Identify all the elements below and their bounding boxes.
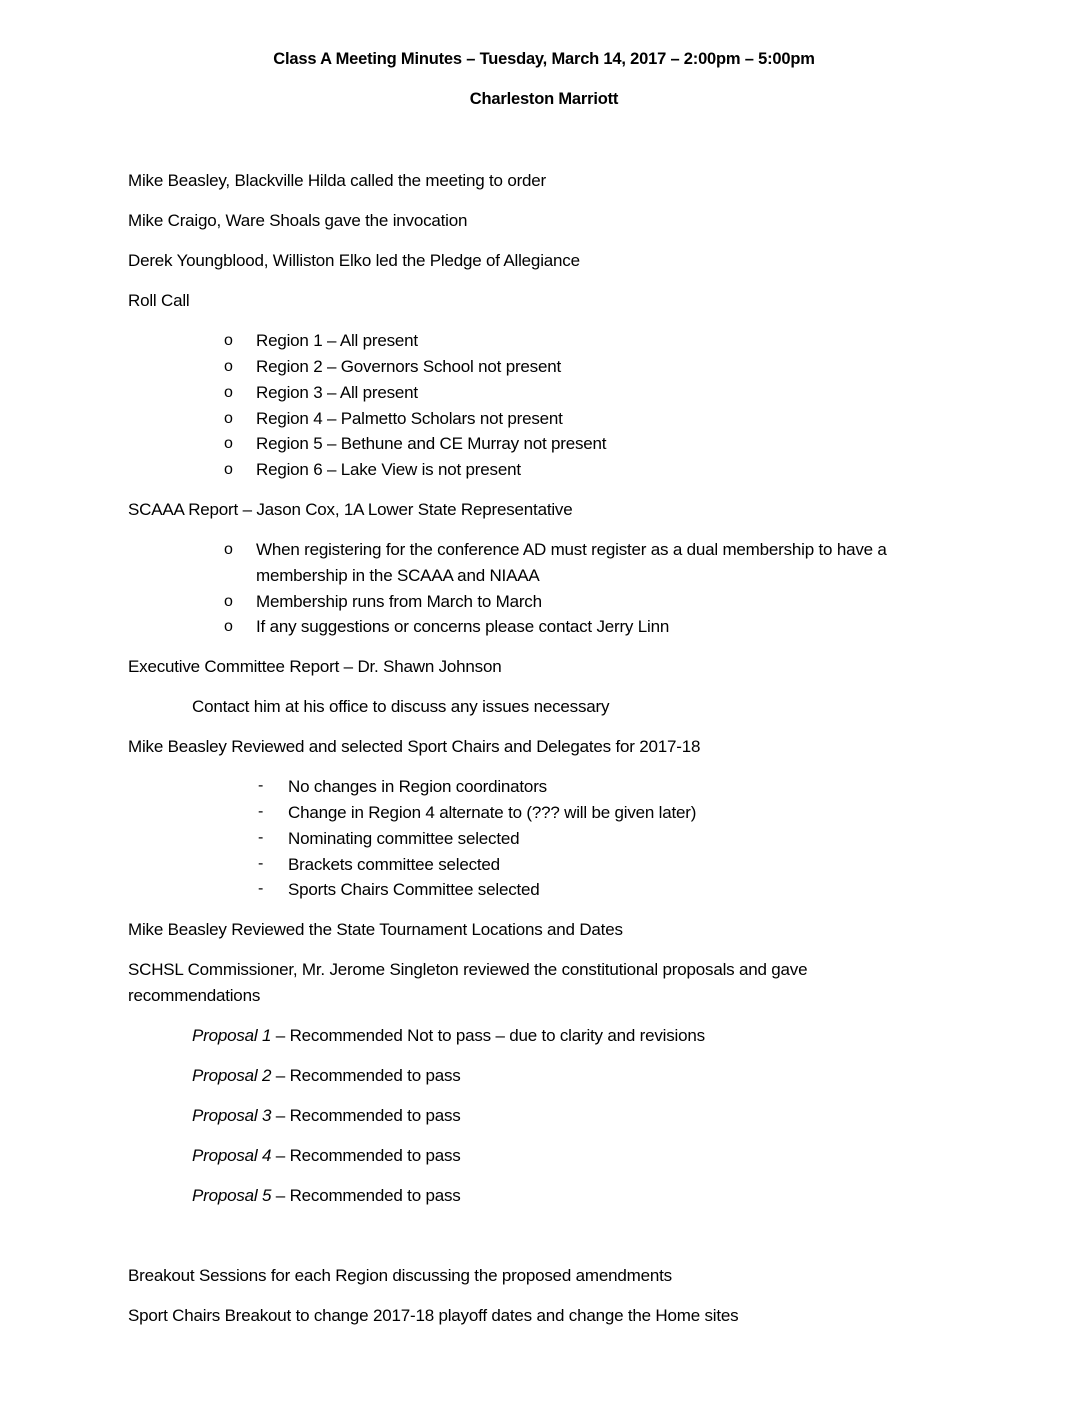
commissioner-line: SCHSL Commissioner, Mr. Jerome Singleton reviewed the constitutional proposals and gave [128, 960, 808, 979]
proposal-item [192, 1067, 461, 1084]
scaaa-item-text: If any suggestions or concerns please contact Jerry Linn [256, 617, 670, 636]
bullet-icon: o [224, 332, 233, 349]
bullet-icon: o [224, 358, 233, 375]
scaaa-item-text: Membership runs from March to March [256, 592, 542, 611]
commissioner-line-continued: recommendations [128, 986, 261, 1005]
dash-icon: - [258, 829, 264, 846]
proposal-label: Proposal 1 [192, 1026, 272, 1045]
proposal-label: Proposal 2 [192, 1066, 272, 1085]
bullet-icon: o [224, 461, 233, 478]
proposal-label: Proposal 5 [192, 1186, 272, 1205]
proposal-label: Proposal 4 [192, 1146, 272, 1165]
pledge-line: Derek Youngblood, Williston Elko led the Pledge of Allegiance [128, 251, 580, 270]
proposal-item [192, 1027, 705, 1044]
roll-call-item: Region 3 – All present [256, 383, 418, 402]
executive-report-detail: Contact him at his office to discuss any issues necessary [192, 697, 610, 716]
document-title: Class A Meeting Minutes – Tuesday, March 14, 2017 – 2:00pm – 5:00pm [273, 50, 815, 68]
proposal-recommendation: – Recommended to pass [271, 1186, 461, 1205]
sport-chairs-item: Sports Chairs Committee selected [288, 880, 540, 899]
proposal-recommendation: – Recommended to pass [271, 1106, 461, 1125]
scaaa-item-text: When registering for the conference AD must register as a dual membership to have a [256, 540, 887, 559]
proposal-item [192, 1147, 461, 1164]
proposal-recommendation: – Recommended to pass [271, 1066, 461, 1085]
dash-icon: - [258, 777, 264, 794]
sport-chairs-heading: Mike Beasley Reviewed and selected Sport Chairs and Delegates for 2017-18 [128, 737, 701, 756]
sport-chairs-breakout-line: Sport Chairs Breakout to change 2017-18 playoff dates and change the Home sites [128, 1306, 739, 1325]
bullet-icon: o [224, 384, 233, 401]
tournament-line: Mike Beasley Reviewed the State Tournament Locations and Dates [128, 920, 623, 939]
roll-call-item: Region 2 – Governors School not present [256, 357, 561, 376]
bullet-icon: o [224, 541, 233, 558]
scaaa-report-heading: SCAAA Report – Jason Cox, 1A Lower State Representative [128, 500, 573, 519]
dash-icon: - [258, 855, 264, 872]
roll-call-item: Region 6 – Lake View is not present [256, 460, 521, 479]
sport-chairs-item: Change in Region 4 alternate to (??? will be given later) [288, 803, 697, 822]
dash-icon: - [258, 803, 264, 820]
roll-call-item: Region 4 – Palmetto Scholars not present [256, 409, 563, 428]
proposal-label: Proposal 3 [192, 1106, 272, 1125]
executive-report-heading: Executive Committee Report – Dr. Shawn Johnson [128, 657, 502, 676]
roll-call-item: Region 5 – Bethune and CE Murray not present [256, 434, 607, 453]
bullet-icon: o [224, 618, 233, 635]
bullet-icon: o [224, 593, 233, 610]
roll-call-item: Region 1 – All present [256, 331, 418, 350]
dash-icon: - [258, 880, 264, 897]
sport-chairs-item: No changes in Region coordinators [288, 777, 547, 796]
bullet-icon: o [224, 435, 233, 452]
sport-chairs-item: Brackets committee selected [288, 855, 500, 874]
proposal-recommendation: – Recommended to pass [271, 1146, 461, 1165]
proposal-item [192, 1187, 461, 1204]
sport-chairs-item: Nominating committee selected [288, 829, 520, 848]
proposal-item [192, 1107, 461, 1124]
bullet-icon: o [224, 410, 233, 427]
scaaa-item-text-continued: membership in the SCAAA and NIAAA [256, 566, 540, 585]
roll-call-heading: Roll Call [128, 291, 190, 310]
document-location: Charleston Marriott [469, 90, 619, 108]
breakout-sessions-line: Breakout Sessions for each Region discussing the proposed amendments [128, 1266, 672, 1285]
call-to-order-line: Mike Beasley, Blackville Hilda called the meeting to order [128, 171, 547, 190]
invocation-line: Mike Craigo, Ware Shoals gave the invocation [128, 211, 468, 230]
proposal-recommendation: – Recommended Not to pass – due to clarity and revisions [271, 1026, 705, 1045]
